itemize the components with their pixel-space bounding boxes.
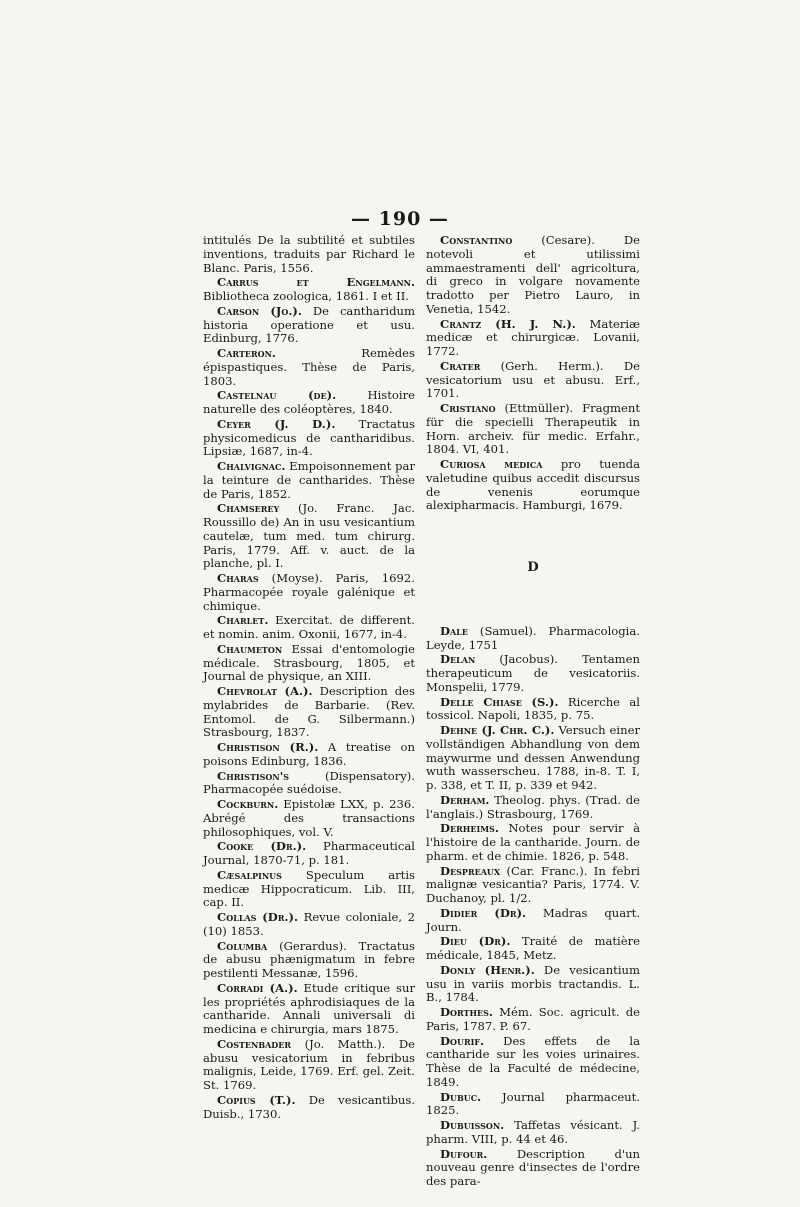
entry-text: Essai d'entomologie médicale. Strasbourg, 1805, et Journal de physique, an XIII. <box>203 641 415 684</box>
entry-author: Chevrolat (A.). <box>217 684 313 698</box>
entry-text: De vesicantibus. Duisb., 1730. <box>203 1092 416 1121</box>
bibliography-entry <box>426 794 640 822</box>
bibliography-entry <box>203 276 415 304</box>
bibliography-entry <box>426 1006 640 1034</box>
entry-author: Dehne (J. Chr. C.). <box>440 723 555 737</box>
entry-author: Carteron. <box>217 346 276 360</box>
bibliography-entry <box>203 840 415 868</box>
entry-text: Materiæ medicæ et chirurgicæ. Lovanii, 1772. <box>426 316 640 358</box>
bibliography-entry <box>203 389 415 417</box>
entry-author: Constantino <box>440 233 513 247</box>
entry-text: Tractatus physicomedicus de cantharidibus. Lipsiæ, 1687, in-4. <box>203 416 415 459</box>
bibliography-entry <box>203 460 415 501</box>
entry-author: Dubuisson. <box>440 1118 505 1132</box>
entry-text: Epistolæ LXX, p. 236. Abrégé des transactions philosophiques, vol. V. <box>203 797 415 839</box>
entry-text: Histoire naturelle des coléoptères, 1840. <box>203 388 415 416</box>
entry-author: Delle Chiase (S.). <box>440 694 559 709</box>
entry-text: pro tuenda valetudine quibus accedit discursus de venenis eorumque alexipharmacis. Hamburgi, 1679. <box>426 457 640 513</box>
entry-author: Curiosa medica <box>440 457 543 471</box>
entry-author: Crater <box>440 358 481 373</box>
entry-author: Didier (Dr). <box>440 905 527 920</box>
entry-author: Chaumeton <box>217 641 283 656</box>
bibliography-entry <box>426 402 640 457</box>
bibliography-entry <box>426 234 640 317</box>
entry-text: Versuch einer vollständigen Abhandlung von dem maywurme und dessen Anwendung wuth wasserscheu. 1788, in-8. T. I, p. 338, et T. II, p. 339 et 942. <box>426 723 641 792</box>
entry-author: Carson (Jo.). <box>217 303 302 318</box>
bibliography-entry <box>426 696 640 724</box>
entry-author: Derham. <box>440 792 490 807</box>
entry-text: A treatise on poisons Edinburg, 1836. <box>203 740 415 768</box>
entry-author: Ceyer (J. D.). <box>217 416 336 431</box>
bibliography-entry <box>203 418 415 459</box>
right-column <box>426 234 640 1190</box>
bibliography-entry <box>203 614 415 642</box>
entry-text: Theolog. phys. (Trad. de l'anglais.) Strasbourg, 1769. <box>426 792 640 821</box>
entry-text: Bibliotheca zoologica, 1861. I et II. <box>203 289 409 303</box>
entry-text: Exercitat. de different. et nomin. anim. Oxonii, 1677, in-4. <box>203 613 415 641</box>
bibliography-entry <box>426 1148 640 1189</box>
entry-text: Etude critique sur les propriétés aphrodisiaques de la cantharide. Annali universali di medicina e chirurgia, mars 1875. <box>203 980 415 1036</box>
bibliography-entry <box>426 360 640 401</box>
entry-author: Despreaux <box>440 863 501 878</box>
entry-author: Christison (R.). <box>217 740 319 754</box>
entry-text: Ricerche al tossicol. Napoli, 1835, p. 75. <box>426 694 640 723</box>
entry-text: Revue coloniale, 2 (10) 1853. <box>203 910 415 938</box>
entry-author: Corradi (A.). <box>217 980 298 995</box>
entry-author: Charlet. <box>217 613 269 628</box>
entry-author: Cockburn. <box>217 797 279 811</box>
bibliography-entry <box>203 643 415 684</box>
bibliography-entry <box>203 798 415 839</box>
entry-author: Chalvignac. <box>217 459 286 473</box>
page-number: — 190 — <box>351 208 449 230</box>
bibliography-entry <box>203 305 415 346</box>
bibliography-entry <box>203 940 415 981</box>
entry-author: Costenbader <box>217 1036 291 1051</box>
entry-text: Mém. Soc. agricult. de Paris, 1787. P. 67. <box>426 1005 640 1033</box>
bibliography-entry <box>203 741 415 769</box>
entry-text: Pharmaceutical Journal, 1870-71, p. 181. <box>203 839 415 867</box>
entry-text: Traité de matière médicale, 1845, Metz. <box>426 934 640 962</box>
entry-author: Derheims. <box>440 821 499 836</box>
bibliography-entry <box>426 1035 640 1090</box>
bibliography-entry <box>203 770 415 798</box>
entry-text: Speculum artis medicæ Hippocraticum. Lib. III, cap. II. <box>203 867 415 910</box>
bibliography-entry <box>426 964 640 1005</box>
entry-author: Dourif. <box>440 1033 485 1048</box>
bibliography-entry <box>203 234 415 275</box>
bibliography-entry <box>426 318 640 359</box>
entry-author: Collas (Dr.). <box>217 910 299 924</box>
entry-text: Notes pour servir à l'histoire de la cantharide. Journ. de pharm. et de chimie. 1826, p. 548. <box>426 821 640 863</box>
bibliography-entry <box>426 865 640 906</box>
bibliography-entry <box>426 907 640 935</box>
entry-text: Empoisonnement par la teinture de cantharides. Thèse de Paris, 1852. <box>203 459 415 501</box>
entry-author: Dieu (Dr). <box>440 934 511 949</box>
bibliography-entry <box>203 572 415 613</box>
bibliography-entry <box>426 1119 640 1147</box>
entry-text: (Gerardus). Tractatus de abusu phænigmatum in febre pestilenti Messanæ, 1596. <box>203 938 415 980</box>
entry-text: (Car. Franc.). In febri malignæ vesicantia? Paris, 1774. V. Duchanoy, pl. 1/2. <box>426 863 640 905</box>
entry-author: Cristiano <box>440 401 496 415</box>
entry-text: Taffetas vésicant. J. pharm. VIII, p. 44 et 46. <box>426 1118 640 1146</box>
entry-text: (Samuel). Pharmacologia. Leyde, 1751 <box>426 623 640 652</box>
entry-text: (Gerh. Herm.). De vesicatorium usu et abusu. Erf., 1701. <box>426 358 640 401</box>
entry-text: Description des mylabrides de Barbarie. (Rev. Entomol. de G. Silbermann.) Strasbourg, 1837. <box>203 684 415 740</box>
section-letter: D <box>527 560 539 575</box>
entry-text: (Ettmüller). Fragment für die specielli Therapeutik in Horn. archeiv. für medic. Erfahr., 1804. VI, 401. <box>426 401 640 457</box>
entry-text: Journal pharmaceut. 1825. <box>426 1089 640 1118</box>
entry-text: Description d'un nouveau genre d'insectes de l'ordre des para- <box>426 1146 640 1188</box>
entry-text: De vesicantium usu in variis morbis tractandis. L. B., 1784. <box>426 962 640 1005</box>
entry-author: Delan <box>440 652 476 667</box>
bibliography-entry <box>426 653 640 694</box>
bibliography-entry <box>203 685 415 740</box>
bibliography-entry <box>426 935 640 963</box>
entry-author: Charas <box>217 571 259 585</box>
entry-text: (Moyse). Paris, 1692. Pharmacopée royale galénique et chimique. <box>203 571 415 613</box>
entry-text: Des effets de la cantharide sur les voies urinaires. Thèse de la Faculté de médecine, 1849. <box>426 1033 640 1089</box>
bibliography-entry <box>426 625 640 653</box>
entry-text: (Jo. Franc. Jac. Roussillo de) An in usu vesicantium cautelæ, tum med. tum chirurg. Paris, 1779. Aff. v. auct. de la planche, pl. I. <box>203 501 415 571</box>
entry-author: Dale <box>440 623 468 638</box>
bibliography-entry <box>203 1038 415 1093</box>
bibliography-entry <box>203 502 415 571</box>
entry-text: (Cesare). De notevoli et utilissimi ammaestramenti dell' agricoltura, di greco in volgare novamente tradotto per Pietro Lauro, in Venetia, 1542. <box>426 233 640 316</box>
entry-author: Christison's <box>217 768 290 783</box>
entry-author: Castelnau (de). <box>217 388 337 403</box>
bibliography-entry <box>203 1094 415 1122</box>
entry-author: Crantz (H. J. N.). <box>440 316 576 331</box>
entry-text: (Jo. Matth.). De abusu vesicatorium in febribus malignis, Leide, 1769. Erf. gel. Zeit. St. 1769. <box>203 1036 415 1092</box>
entry-author: Chamserey <box>217 501 280 516</box>
bibliography-entry <box>426 458 640 513</box>
bibliography-entry <box>203 869 415 910</box>
entry-author: Dorthes. <box>440 1005 493 1019</box>
bibliography-entry <box>203 982 415 1037</box>
left-column <box>203 234 415 1122</box>
entry-author: Copius (T.). <box>217 1092 296 1107</box>
entry-author: Donly (Henr.). <box>440 962 535 977</box>
entry-author: Dufour. <box>440 1146 488 1161</box>
bibliography-entry <box>426 724 640 793</box>
entry-author: Carrus et Engelmann. <box>217 275 415 290</box>
entry-author: Cæsalpinus <box>217 867 282 882</box>
bibliography-entry <box>426 822 640 863</box>
entry-text: intitulés De la subtilité et subtiles inventions, traduits par Richard le Blanc. Paris, 1556. <box>203 233 415 275</box>
entry-text: (Dispensatory). Pharmacopée suédoise. <box>203 768 415 797</box>
entry-text: Madras quart. Journ. <box>426 905 640 934</box>
entry-author: Dubuc. <box>440 1089 482 1104</box>
bibliography-entry <box>203 347 415 388</box>
entry-text: Remèdes épispastiques. Thèse de Paris, 1803. <box>203 346 415 388</box>
entry-author: Columba <box>217 938 268 953</box>
entry-text: De cantharidum historia operatione et usu. Edinburg, 1776. <box>203 303 415 346</box>
bibliography-entry <box>426 1091 640 1119</box>
entry-author: Cooke (Dr.). <box>217 839 307 854</box>
entry-text: (Jacobus). Tentamen therapeuticum de vesicatoriis. Monspelii, 1779. <box>426 652 640 694</box>
bibliography-entry <box>203 911 415 939</box>
